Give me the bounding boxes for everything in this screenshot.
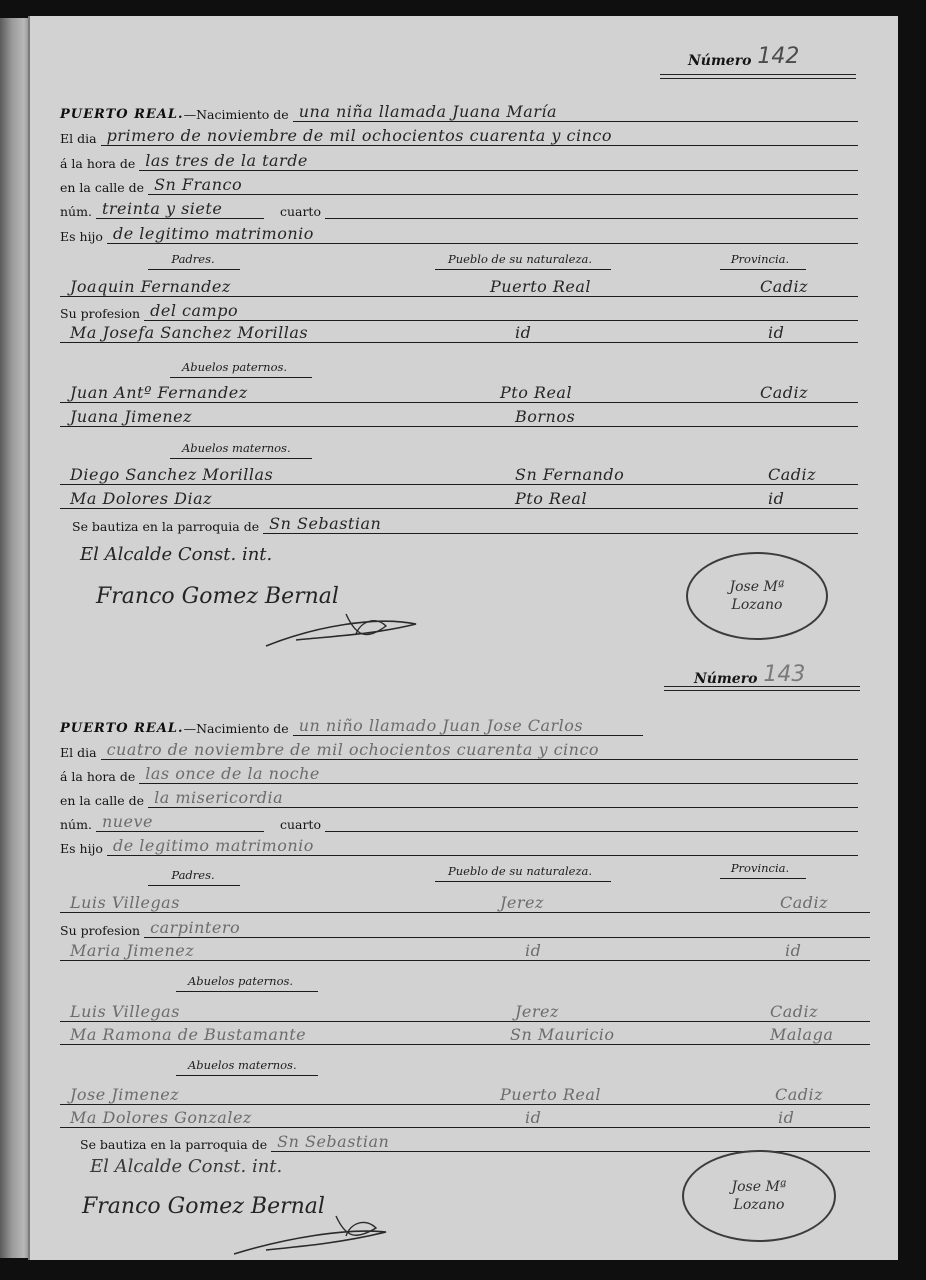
num-field (96, 198, 264, 219)
padre-line (60, 892, 870, 913)
abuelo-materno-name: Diego Sanchez Morillas (70, 465, 274, 484)
cuarto-field (325, 198, 858, 219)
abuelo-materno-line (60, 1084, 870, 1105)
num-row (60, 197, 858, 219)
profesion-field (144, 300, 858, 321)
abuela-materna-provincia: id (768, 489, 785, 508)
hijo-row (60, 222, 858, 244)
provincia-header: Provincia. (730, 861, 790, 875)
hora-label: á la hora de (60, 769, 136, 784)
hijo-value: de legitimo matrimonio (112, 836, 314, 855)
cuarto-label: cuarto (279, 817, 321, 832)
abuelo-materno-line (60, 464, 858, 485)
alcalde-title: El Alcalde Const. int. (90, 1156, 283, 1177)
record-number (688, 44, 799, 69)
hora-value: las tres de la tarde (145, 151, 308, 170)
pueblo-underline (435, 269, 611, 270)
nacimiento-field (293, 715, 643, 736)
dia-value: cuatro de noviembre de mil ochocientos cuarenta y cinco (106, 740, 600, 759)
num-value: nueve (101, 812, 154, 831)
abuelos-paternos-underline (176, 991, 318, 992)
abuelo-paterno-provincia: Cadiz (760, 383, 809, 402)
register-page (28, 16, 898, 1260)
abuela-paterna-line (60, 1024, 870, 1045)
abuelo-paterno-pueblo: Pto Real (500, 383, 573, 402)
provincia-underline (720, 878, 806, 879)
hijo-label: Es hijo (60, 841, 103, 856)
nacimiento-row (60, 100, 858, 122)
num-value: treinta y siete (101, 199, 223, 218)
abuelos-maternos-underline (176, 1075, 318, 1076)
hijo-value: de legitimo matrimonio (112, 224, 314, 243)
provincia-underline (720, 269, 806, 270)
abuela-paterna-pueblo: Sn Mauricio (510, 1025, 615, 1044)
madre-line (60, 940, 870, 961)
num-row (60, 810, 858, 832)
calle-row (60, 786, 858, 808)
nacimiento-label: —Nacimiento de (183, 721, 289, 736)
padres-underline (148, 269, 240, 270)
abuela-materna-line (60, 488, 858, 509)
dia-label: El dia (60, 131, 97, 146)
numero-value: 143 (763, 662, 806, 687)
hora-label: á la hora de (60, 156, 136, 171)
profesion-value: del campo (150, 301, 239, 320)
abuelo-materno-name: Jose Jimenez (70, 1085, 180, 1104)
madre-name: Ma Josefa Sanchez Morillas (70, 323, 309, 342)
madre-pueblo: id (515, 323, 532, 342)
hijo-label: Es hijo (60, 229, 103, 244)
dia-label: El dia (60, 745, 97, 760)
dia-row (60, 738, 858, 760)
numero-label: Número (688, 53, 752, 69)
madre-pueblo: id (525, 941, 542, 960)
abuela-materna-pueblo: Pto Real (515, 489, 588, 508)
abuela-paterna-line (60, 406, 858, 427)
calle-field (148, 174, 858, 195)
calle-label: en la calle de (60, 793, 145, 808)
hora-row (60, 149, 858, 171)
seal-line-1: Jose Mª (731, 1179, 787, 1195)
pueblo-underline (435, 881, 611, 882)
alcalde-signature: Franco Gomez Bernal (96, 584, 339, 609)
madre-name: Maria Jimenez (70, 941, 195, 960)
abuelos-paternos-underline (170, 377, 312, 378)
num-label: núm. (60, 817, 92, 832)
numero-label: Número (694, 671, 758, 687)
calle-label: en la calle de (60, 180, 145, 195)
calle-field (148, 787, 858, 808)
profesion-field (144, 917, 870, 938)
abuelo-paterno-line (60, 1001, 870, 1022)
hora-row (60, 762, 858, 784)
signature-flourish (226, 1210, 396, 1260)
hora-field (139, 150, 858, 171)
abuelo-paterno-provincia: Cadiz (770, 1002, 819, 1021)
official-seal (686, 552, 828, 640)
padre-pueblo: Jerez (500, 893, 544, 912)
abuela-materna-name: Ma Dolores Diaz (70, 489, 213, 508)
bautiza-value: Sn Sebastian (277, 1132, 390, 1151)
hijo-field (107, 223, 858, 244)
hijo-row (60, 834, 858, 856)
profesion-label: Su profesion (60, 306, 141, 321)
cuarto-label: cuarto (279, 204, 321, 219)
pueblo-header: Pueblo de su naturaleza. (447, 252, 593, 266)
madre-provincia: id (768, 323, 785, 342)
provincia-header: Provincia. (730, 252, 790, 266)
numero-underline (660, 74, 856, 79)
abuelo-materno-pueblo: Sn Fernando (515, 465, 625, 484)
dia-row (60, 124, 858, 146)
bautiza-label: Se bautiza en la parroquia de (72, 519, 260, 534)
nacimiento-field (293, 101, 858, 122)
numero-underline (664, 686, 860, 691)
abuela-materna-line (60, 1107, 870, 1128)
bautiza-label: Se bautiza en la parroquia de (80, 1137, 268, 1152)
bautiza-row (72, 512, 858, 534)
abuela-materna-name: Ma Dolores Gonzalez (70, 1108, 252, 1127)
abuela-paterna-pueblo: Bornos (515, 407, 576, 426)
dia-field (101, 125, 858, 146)
hora-value: las once de la noche (145, 764, 320, 783)
padres-header: Padres. (171, 252, 215, 266)
nacimiento-value: un niño llamado Juan Jose Carlos (298, 716, 584, 735)
padre-name: Joaquin Fernandez (70, 277, 231, 296)
official-seal (682, 1150, 836, 1242)
profesion-row (60, 916, 870, 938)
dia-value: primero de noviembre de mil ochocientos cuarenta y cinco (106, 126, 612, 145)
abuelos-maternos-header: Abuelos maternos. (188, 1058, 297, 1072)
abuelo-paterno-name: Juan Antº Fernandez (70, 383, 248, 402)
calle-row (60, 173, 858, 195)
record-number (694, 662, 805, 687)
nacimiento-value: una niña llamada Juana María (298, 102, 558, 121)
calle-value: Sn Franco (154, 175, 243, 194)
padre-provincia: Cadiz (780, 893, 829, 912)
abuela-paterna-provincia: Malaga (770, 1025, 834, 1044)
seal-line-2: Lozano (731, 597, 783, 613)
bautiza-field (271, 1131, 870, 1152)
abuelos-maternos-underline (170, 458, 312, 459)
profesion-value: carpintero (150, 918, 241, 937)
padre-pueblo: Puerto Real (490, 277, 592, 296)
bautiza-value: Sn Sebastian (269, 514, 382, 533)
madre-line (60, 322, 858, 343)
padres-underline (148, 885, 240, 886)
padres-header: Padres. (171, 868, 215, 882)
pueblo-header: Pueblo de su naturaleza. (447, 864, 593, 878)
hora-field (139, 763, 858, 784)
profesion-row (60, 299, 858, 321)
abuelos-paternos-header: Abuelos paternos. (182, 360, 288, 374)
abuela-paterna-name: Ma Ramona de Bustamante (70, 1025, 307, 1044)
nacimiento-row (60, 714, 858, 736)
facing-page-edge (0, 18, 30, 1258)
seal-line-2: Lozano (733, 1197, 785, 1213)
abuela-paterna-name: Juana Jimenez (70, 407, 193, 426)
abuelo-materno-provincia: Cadiz (768, 465, 817, 484)
place-title: PUERTO REAL. (60, 721, 184, 736)
calle-value: la misericordia (154, 788, 284, 807)
dia-field (101, 739, 858, 760)
hijo-field (107, 835, 858, 856)
nacimiento-label: —Nacimiento de (183, 107, 289, 122)
abuela-materna-pueblo: id (525, 1108, 542, 1127)
abuela-materna-provincia: id (778, 1108, 795, 1127)
numero-value: 142 (757, 44, 800, 69)
place-title: PUERTO REAL. (60, 107, 184, 122)
abuelo-paterno-line (60, 382, 858, 403)
abuelo-materno-pueblo: Puerto Real (500, 1085, 602, 1104)
num-field (96, 811, 264, 832)
alcalde-signature: Franco Gomez Bernal (82, 1194, 325, 1219)
padre-provincia: Cadiz (760, 277, 809, 296)
abuelos-paternos-header: Abuelos paternos. (188, 974, 294, 988)
profesion-label: Su profesion (60, 923, 141, 938)
abuelo-paterno-name: Luis Villegas (70, 1002, 180, 1021)
abuelo-materno-provincia: Cadiz (775, 1085, 824, 1104)
cuarto-field (325, 811, 858, 832)
bautiza-row (80, 1130, 870, 1152)
seal-line-1: Jose Mª (729, 579, 785, 595)
padre-name: Luis Villegas (70, 893, 180, 912)
alcalde-title: El Alcalde Const. int. (80, 544, 273, 565)
signature-flourish (256, 606, 426, 656)
abuelo-paterno-pueblo: Jerez (515, 1002, 559, 1021)
padre-line (60, 276, 858, 297)
bautiza-field (263, 513, 858, 534)
num-label: núm. (60, 204, 92, 219)
madre-provincia: id (785, 941, 802, 960)
abuelos-maternos-header: Abuelos maternos. (182, 441, 291, 455)
